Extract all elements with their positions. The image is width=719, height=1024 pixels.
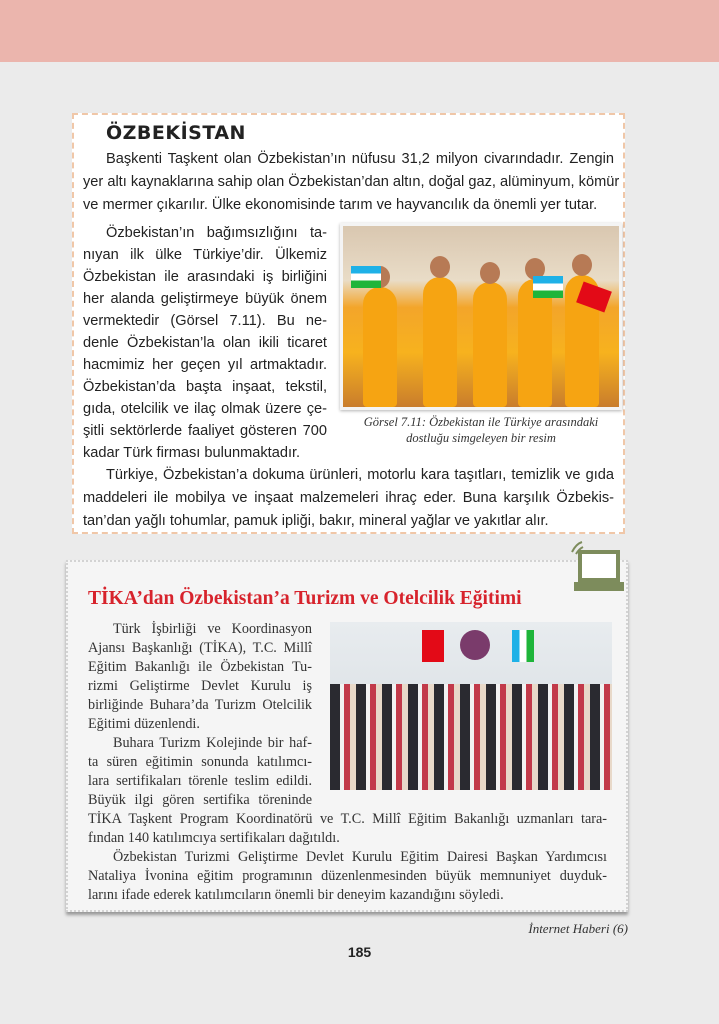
caption-line: dostluğu simgeleyen bir resim bbox=[406, 431, 556, 445]
news-line: Nataliya İvonina eğitim programının düzenlenmesinden büyük memnuniyet duyduk- bbox=[88, 868, 607, 884]
header-bar bbox=[0, 0, 719, 62]
paragraph-line: Özbekistan’ın bağımsızlığını ta- bbox=[106, 225, 327, 241]
certificate-ceremony-photo bbox=[330, 622, 612, 790]
news-line: fından 140 katılımcıya sertifikaları dağıtıldı. bbox=[88, 830, 340, 846]
paragraph-line: nıyan ilk ülke Türkiye’dir. Ülkemiz bbox=[83, 247, 327, 263]
photo-caption bbox=[340, 414, 622, 446]
news-line: TİKA Taşkent Program Koordinatörü ve T.C. Millî Eğitim Bakanlığı uzmanları tara- bbox=[88, 811, 607, 827]
news-line: Türk İşbirliği ve Koordinasyon bbox=[113, 621, 312, 637]
caption-line: Görsel 7.11: Özbekistan ile Türkiye arasındaki bbox=[363, 415, 599, 429]
news-source: İnternet Haberi (6) bbox=[528, 921, 628, 936]
paragraph-line: gıda, otelcilik ve ilaç olmak üzere çe- bbox=[83, 401, 327, 417]
paragraph-line: yer altı kaynaklarına sahip olan Özbekistan’dan altın, doğal gaz, alüminyum, kömür bbox=[83, 174, 620, 190]
children-with-flags-photo bbox=[340, 223, 622, 410]
news-title: TİKA’dan Özbekistan’a Turizm ve Otelcilik Eğitimi bbox=[88, 588, 522, 609]
news-line: Buhara Turizm Kolejinde bir haf- bbox=[113, 735, 312, 751]
news-line: Eğitimi düzenlendi. bbox=[88, 716, 200, 732]
paragraph-line: Özbekistan ile arasındaki iş birliğini bbox=[83, 269, 327, 285]
paragraph-line: vermektedir (Görsel 7.11). Bu ne- bbox=[83, 313, 327, 329]
news-line: ta süren eğitimin sonunda katılımcı- bbox=[88, 754, 312, 770]
news-line: Büyük ilgi gören sertifika töreninde bbox=[88, 792, 312, 808]
paragraph-line: her alanda geliştirmeye büyük önem bbox=[83, 291, 327, 307]
laptop-icon bbox=[570, 540, 626, 596]
paragraph-line: hacmimiz her geçen yıl artmaktadır. bbox=[83, 357, 327, 373]
paragraph-line: maddeleri ile mobilya ve inşaat malzemeleri ihraç eder. Buna karşılık Özbekis- bbox=[83, 490, 614, 506]
paragraph-line: ve mermer çıkarılır. Ülke ekonomisinde tarım ve hayvancılık da önemli yer tutar. bbox=[83, 197, 598, 213]
page-number: 185 bbox=[347, 944, 372, 960]
paragraph-line: kadar Türk firması bulunmaktadır. bbox=[83, 445, 301, 461]
news-line: Özbekistan Turizmi Geliştirme Devlet Kurulu Eğitim Dairesi Başkan Yardımcısı bbox=[113, 849, 607, 865]
uzbek-flag bbox=[351, 266, 381, 288]
paragraph-line: tan’dan yağlı tohumlar, pamuk ipliği, bakır, mineral yağlar ve yakıtlar alır. bbox=[83, 513, 549, 529]
news-line: rizmi Geliştirme Devlet Kurulu iş bbox=[88, 678, 312, 694]
uzbek-flag bbox=[512, 630, 534, 662]
emblem bbox=[460, 630, 490, 660]
turkish-flag bbox=[422, 630, 444, 662]
paragraph-line: şitli sektörlerde faaliyet gösteren 700 bbox=[83, 423, 327, 439]
paragraph-line: Özbekistan’da başta inşaat, tekstil, bbox=[83, 379, 327, 395]
section-title: ÖZBEKİSTAN bbox=[106, 122, 246, 144]
news-line: Eğitim Bakanlığı ile Özbekistan Tu- bbox=[88, 659, 312, 675]
news-line: lara sertifikaları törenle teslim edildi. bbox=[88, 773, 312, 789]
paragraph-line: Türkiye, Özbekistan’a dokuma ürünleri, motorlu kara taşıtları, temizlik ve gıda bbox=[106, 467, 614, 483]
news-line: larını ifade ederek katılımcıların önemli bir deneyim kazandığını söyledi. bbox=[88, 887, 504, 903]
news-line: Ajansı Başkanlığı (TİKA), T.C. Millî bbox=[88, 640, 312, 656]
uzbek-flag bbox=[533, 276, 563, 298]
paragraph-line: Başkenti Taşkent olan Özbekistan’ın nüfusu 31,2 milyon civarındadır. Zengin bbox=[106, 151, 614, 167]
paragraph-line: denle Özbekistan’la olan ikili ticaret bbox=[83, 335, 327, 351]
news-line: birliğinde Buhara’da Turizm Otelcilik bbox=[88, 697, 312, 713]
